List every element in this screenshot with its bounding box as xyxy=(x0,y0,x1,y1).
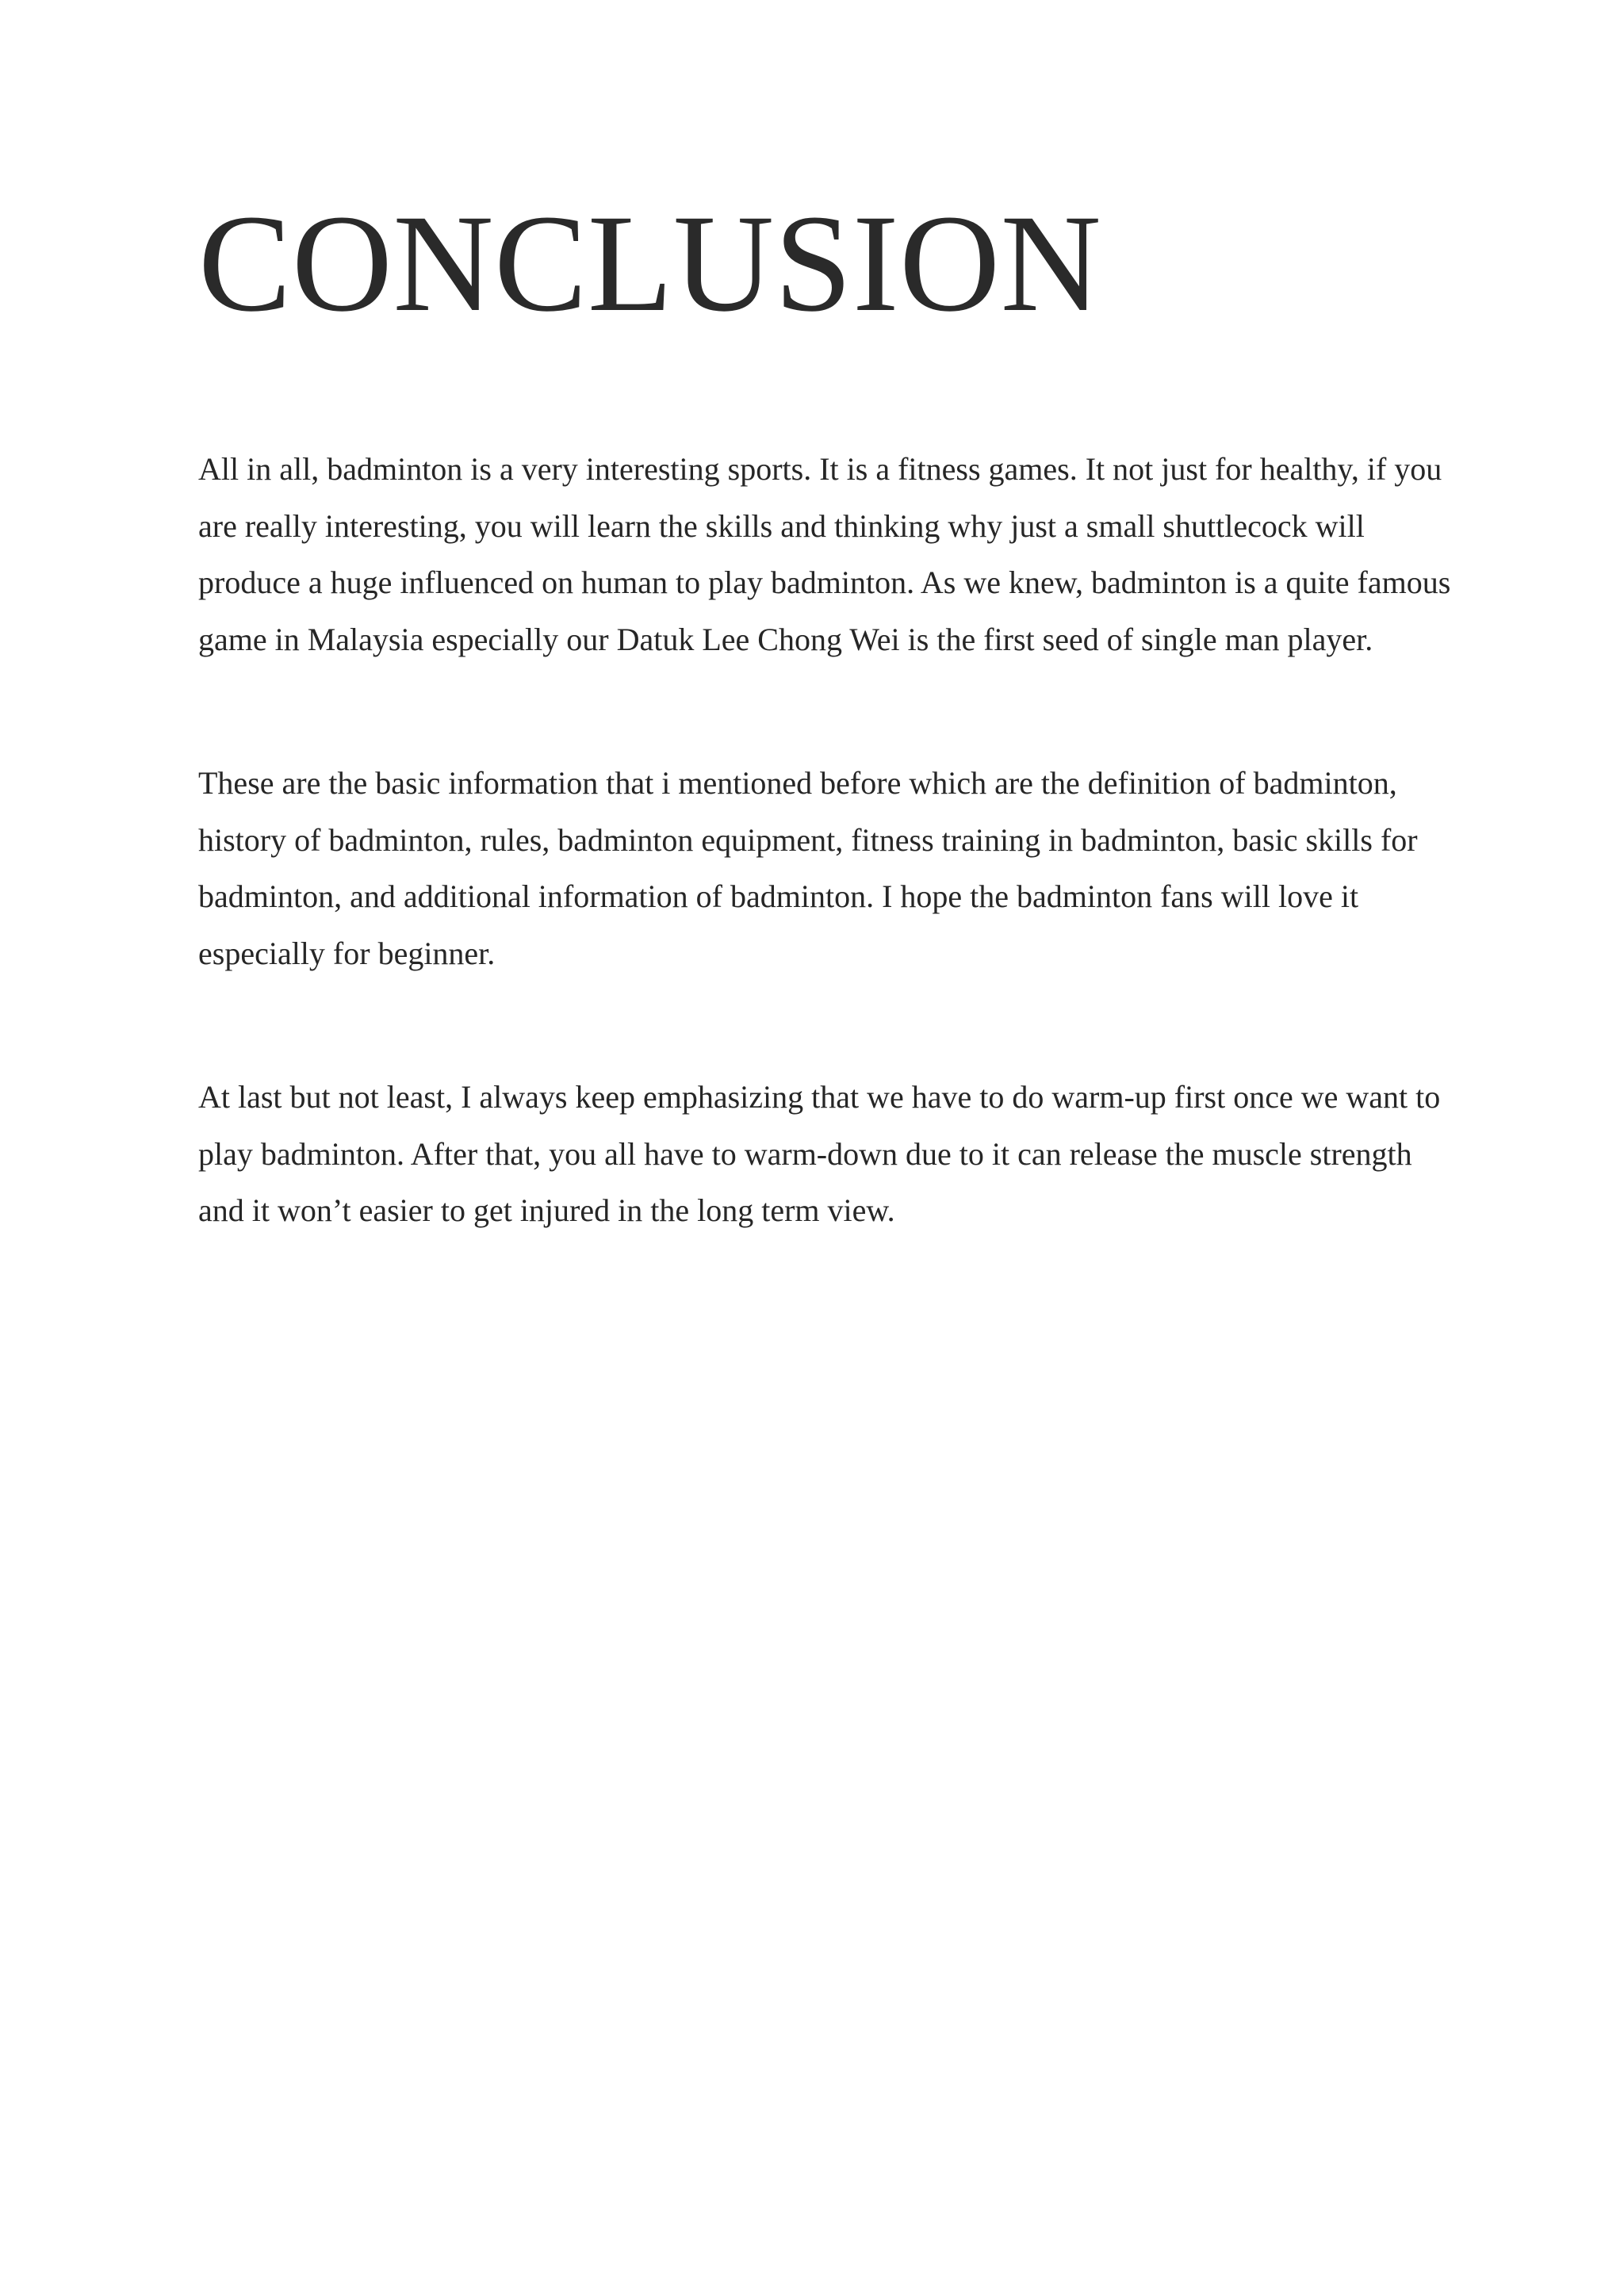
paragraph-2: These are the basic information that i mentioned before which are the definition of badminton, history of badminton, rules, badminton equipment, fitness training in badminton, basic skills for badminton, and additional information of badminton. I hope the badminton fans will love it especially for beginner. xyxy=(198,765,1418,971)
paragraph-3: At last but not least, I always keep emphasizing that we have to do warm-up first once we want to play badminton. After that, you all have to warm-down due to it can release the muscle strength and it won’t easier to get injured in the long term view. xyxy=(198,1079,1441,1228)
page-title: CONCLUSION xyxy=(198,186,1102,341)
paragraph-1: All in all, badminton is a very interesting sports. It is a fitness games. It not just for healthy, if you are really interesting, you will learn the skills and thinking why just a small shuttlecock will produce a huge influenced on human to play badminton. As we knew, badminton is a quite famous game in Malaysia especially our Datuk Lee Chong Wei is the first seed of single man player. xyxy=(198,451,1451,657)
document-content xyxy=(198,186,1459,1239)
